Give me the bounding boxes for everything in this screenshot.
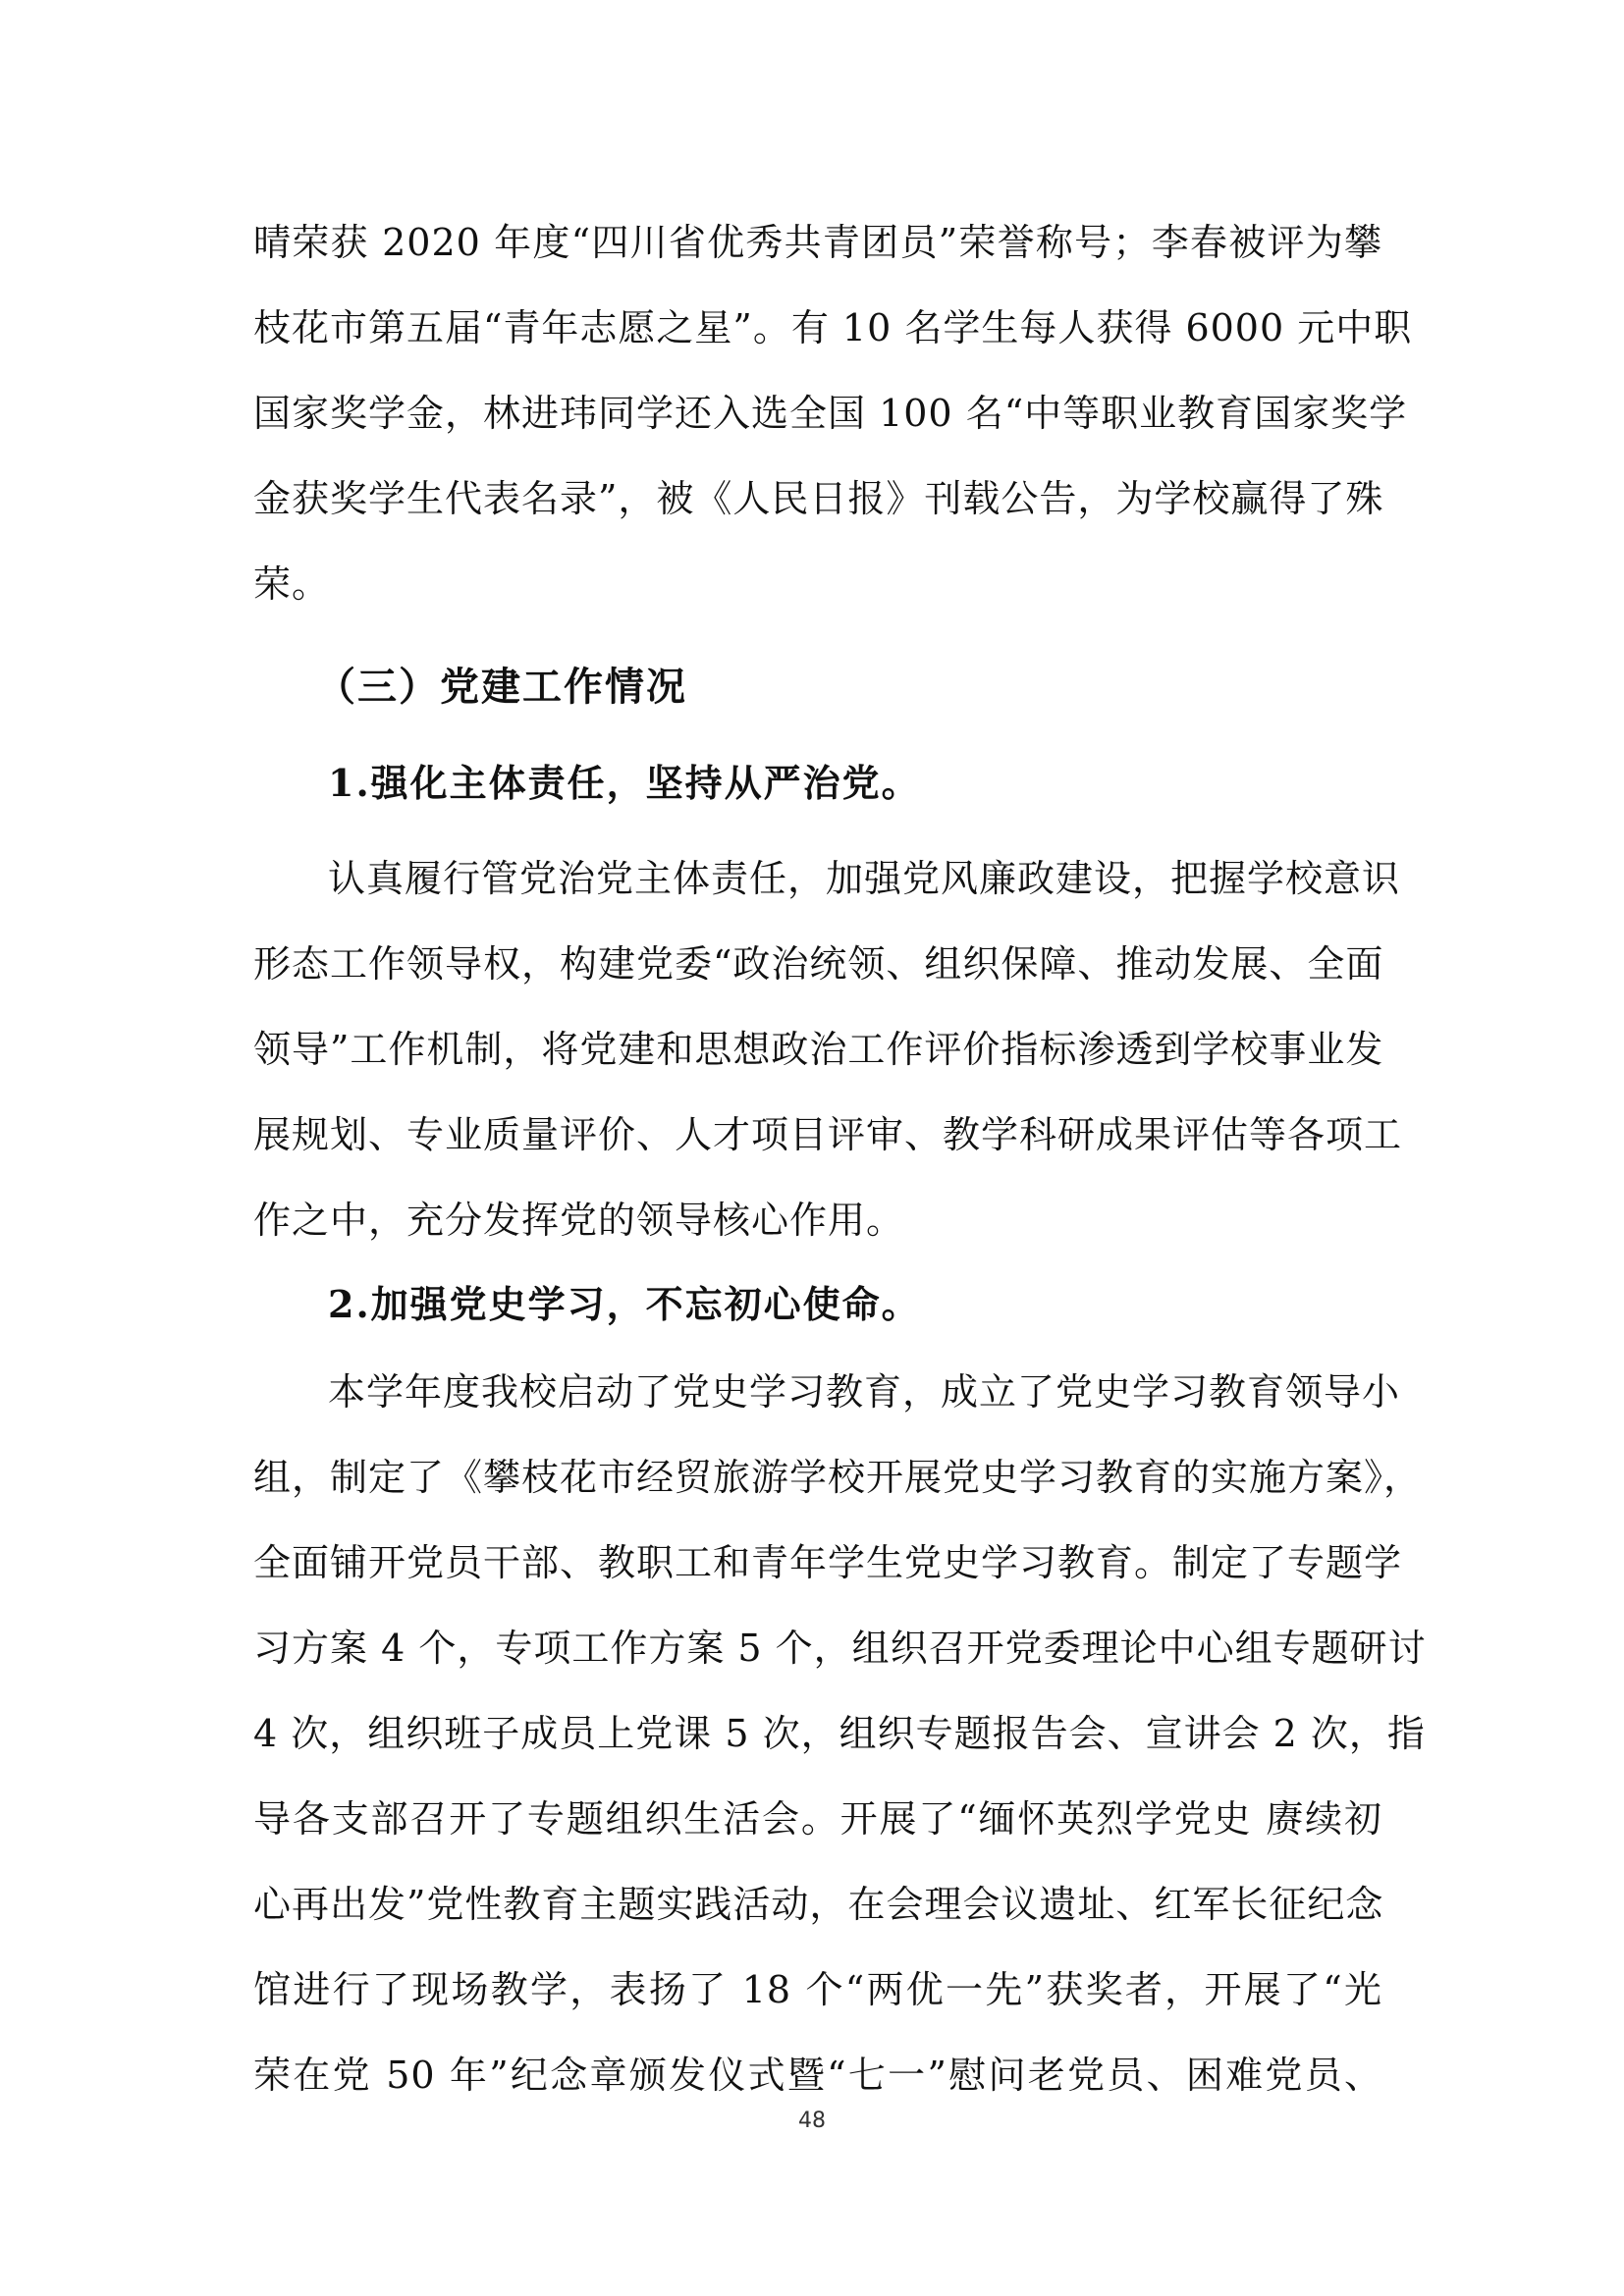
paragraph-line: 习方案 4 个，专项工作方案 5 个，组织召开党委理论中心组专题研讨 bbox=[253, 1627, 1427, 1670]
subsection-heading: 1.强化主体责任，坚持从严治党。 bbox=[328, 761, 921, 805]
paragraph-line: 展规划、专业质量评价、人才项目评审、教学科研成果评估等各项工 bbox=[253, 1113, 1403, 1156]
paragraph-line: 形态工作领导权，构建党委“政治统领、组织保障、推动发展、全面 bbox=[253, 942, 1384, 986]
paragraph-line: 领导”工作机制，将党建和思想政治工作评价指标渗透到学校事业发 bbox=[253, 1028, 1384, 1071]
paragraph-line: 心再出发”党性教育主题实践活动，在会理会议遗址、红军长征纪念 bbox=[253, 1883, 1384, 1926]
paragraph-line: 晴荣获 2020 年度“四川省优秀共青团员”荣誉称号；李春被评为攀 bbox=[253, 221, 1382, 264]
paragraph-line: 荣在党 50 年”纪念章颁发仪式暨“七一”慰问老党员、困难党员、 bbox=[253, 2054, 1382, 2097]
paragraph-line: 荣。 bbox=[253, 562, 331, 606]
paragraph-line: 作之中，充分发挥党的领导核心作用。 bbox=[253, 1199, 905, 1242]
section-heading: （三）党建工作情况 bbox=[316, 664, 687, 710]
paragraph-line: 枝花市第五届“青年志愿之星”。有 10 名学生每人获得 6000 元中职 bbox=[253, 306, 1413, 349]
page-number: 48 bbox=[798, 2109, 826, 2133]
paragraph-line: 组，制定了《攀枝花市经贸旅游学校开展党史学习教育的实施方案》， bbox=[253, 1456, 1423, 1499]
paragraph-line: 4 次，组织班子成员上党课 5 次，组织专题报告会、宣讲会 2 次，指 bbox=[253, 1712, 1426, 1755]
paragraph-line: 导各支部召开了专题组织生活会。开展了“缅怀英烈学党史 赓续初 bbox=[253, 1797, 1382, 1841]
paragraph-line: 本学年度我校启动了党史学习教育，成立了党史学习教育领导小 bbox=[328, 1370, 1401, 1414]
paragraph-line: 国家奖学金，林进玮同学还入选全国 100 名“中等职业教育国家奖学 bbox=[253, 392, 1408, 435]
subsection-heading: 2.加强党史学习，不忘初心使命。 bbox=[328, 1282, 921, 1326]
paragraph-line: 全面铺开党员干部、教职工和青年学生党史学习教育。制定了专题学 bbox=[253, 1541, 1403, 1584]
paragraph-line: 金获奖学生代表名录”，被《人民日报》刊载公告，为学校赢得了殊 bbox=[253, 477, 1384, 520]
paragraph-line: 认真履行管党治党主体责任，加强党风廉政建设，把握学校意识 bbox=[328, 857, 1401, 900]
paragraph-line: 馆进行了现场教学，表扬了 18 个“两优一先”获奖者，开展了“光 bbox=[253, 1968, 1382, 2011]
